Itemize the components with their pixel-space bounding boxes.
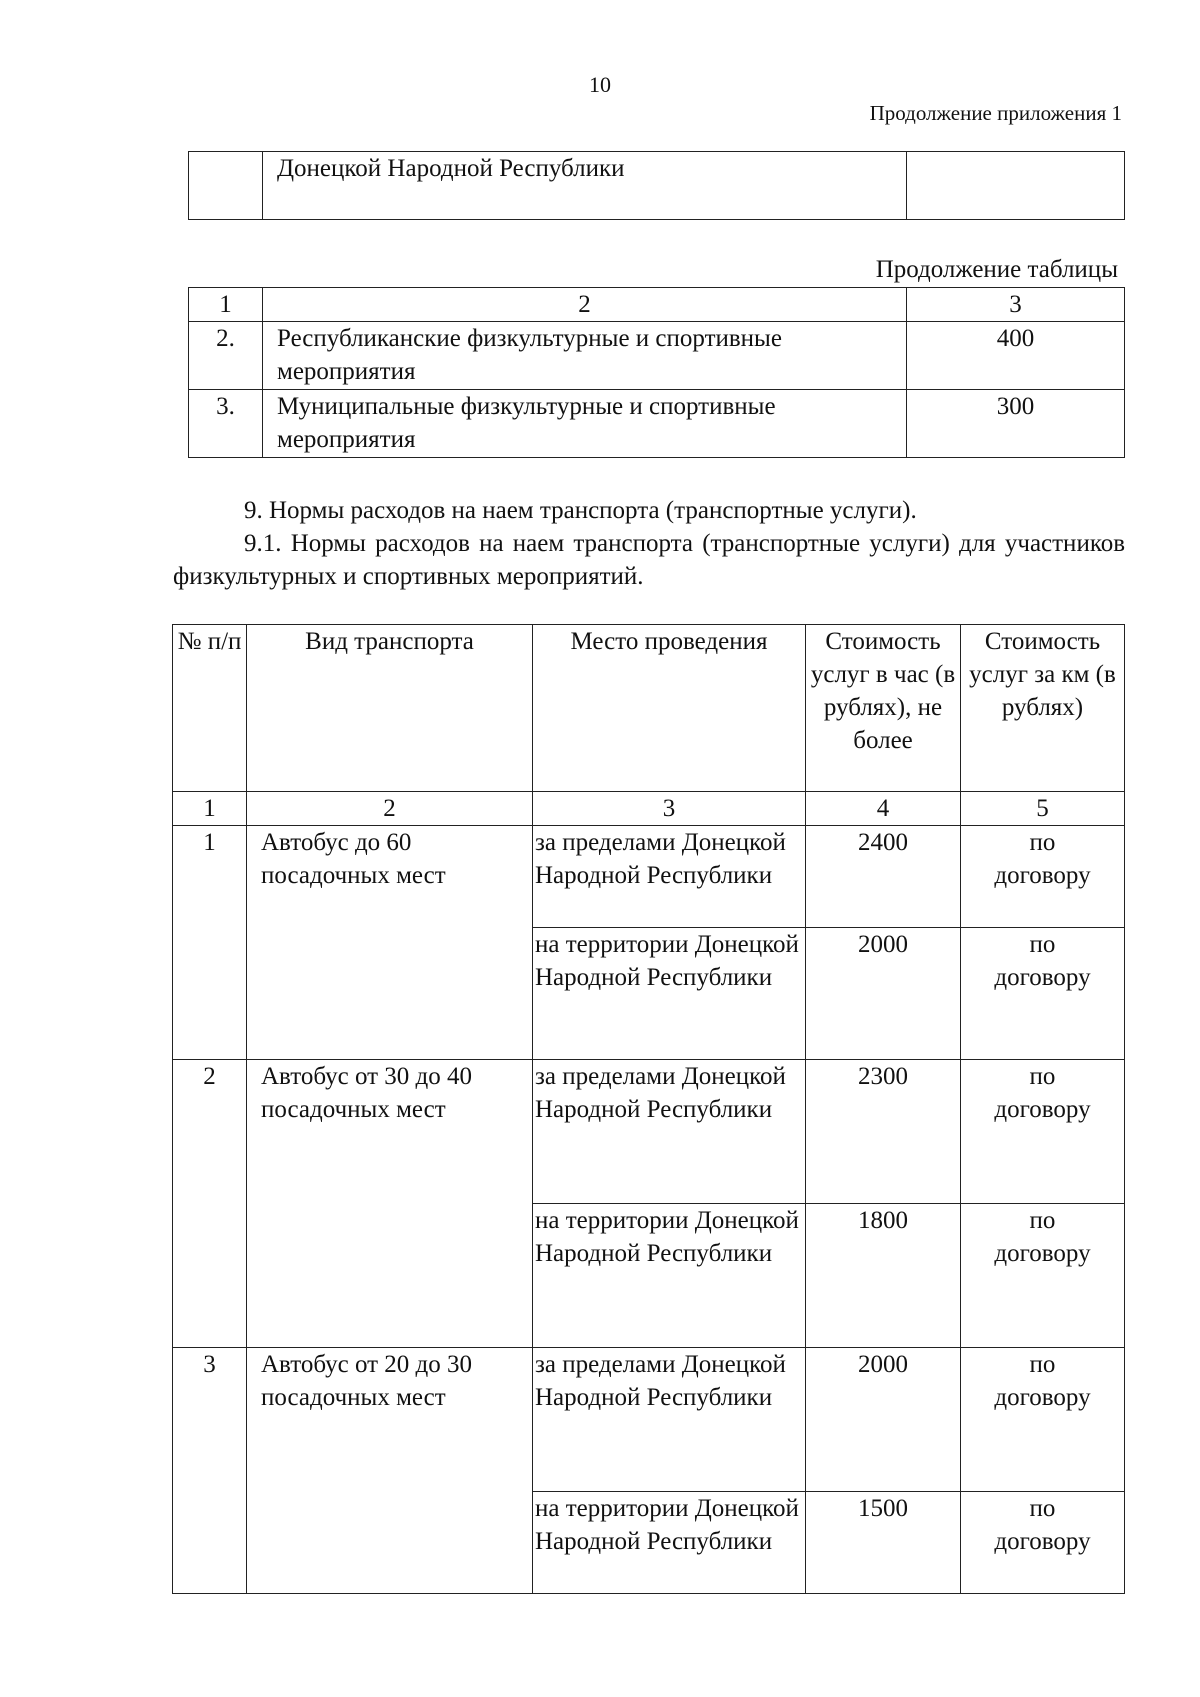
row-number: 2 xyxy=(173,1060,247,1348)
cost-km: по договору xyxy=(961,1492,1125,1594)
row-number: 3 xyxy=(173,1348,247,1594)
cost-hour: 2400 xyxy=(806,826,961,928)
place: за пределами Донецкой Народной Республики xyxy=(533,1060,806,1204)
event-name: Муниципальные физкультурные и спортивные мероприятия xyxy=(263,390,907,458)
table-row xyxy=(173,826,1125,928)
place: на территории Донецкой Народной Республики xyxy=(533,1492,806,1594)
table-cell xyxy=(189,152,263,220)
column-number: 1 xyxy=(189,288,263,322)
vehicle-type: Автобус от 30 до 40 посадочных мест xyxy=(247,1060,533,1348)
header-vehicle: Вид транспорта xyxy=(247,625,533,792)
row-number: 2. xyxy=(189,322,263,390)
column-number: 3 xyxy=(907,288,1125,322)
cost-km: по договору xyxy=(961,928,1125,1060)
column-number: 5 xyxy=(961,792,1125,826)
header-place: Место проведения xyxy=(533,625,806,792)
table-header-row xyxy=(173,625,1125,792)
place: на территории Донецкой Народной Республики xyxy=(533,928,806,1060)
section-subtitle: 9.1. Нормы расходов на наем транспорта (транспортные услуги) для участников физкультурных и спортивных мероприятий. xyxy=(173,530,1125,590)
cost-km: по договору xyxy=(961,1204,1125,1348)
event-value: 400 xyxy=(907,322,1125,390)
event-name: Республиканские физкультурные и спортивные мероприятия xyxy=(263,322,907,390)
cost-hour: 1800 xyxy=(806,1204,961,1348)
cost-hour: 1500 xyxy=(806,1492,961,1594)
column-number: 2 xyxy=(263,288,907,322)
cost-km: по договору xyxy=(961,1348,1125,1492)
vehicle-type: Автобус до 60 посадочных мест xyxy=(247,826,533,1060)
row-number: 3. xyxy=(189,390,263,458)
column-number: 4 xyxy=(806,792,961,826)
table-cell xyxy=(907,152,1125,220)
row-number: 1 xyxy=(173,826,247,1060)
header-cost-hour: Стоимость услуг в час (в рублях), не более xyxy=(806,625,961,792)
table-transport xyxy=(172,624,1125,1594)
page-number: 10 xyxy=(589,72,611,97)
column-number: 2 xyxy=(247,792,533,826)
event-value: 300 xyxy=(907,390,1125,458)
place: за пределами Донецкой Народной Республики xyxy=(533,826,806,928)
cost-hour: 2300 xyxy=(806,1060,961,1204)
table-top xyxy=(188,151,1125,220)
table-cell: Донецкой Народной Республики xyxy=(263,152,907,220)
column-numbers-row xyxy=(173,792,1125,826)
table-events xyxy=(188,287,1125,458)
table-row xyxy=(189,322,1125,390)
column-number: 3 xyxy=(533,792,806,826)
header-cost-km: Стоимость услуг за км (в рублях) xyxy=(961,625,1125,792)
table-row xyxy=(173,1348,1125,1492)
place: за пределами Донецкой Народной Республики xyxy=(533,1348,806,1492)
table-row xyxy=(189,152,1125,220)
appendix-note: Продолжение приложения 1 xyxy=(869,101,1122,125)
cost-km: по договору xyxy=(961,1060,1125,1204)
table-row xyxy=(173,1060,1125,1204)
place: на территории Донецкой Народной Республики xyxy=(533,1204,806,1348)
cost-km: по договору xyxy=(961,826,1125,928)
table-row xyxy=(189,390,1125,458)
table-header-row xyxy=(189,288,1125,322)
section-title: 9. Нормы расходов на наем транспорта (транспортные услуги). xyxy=(244,497,917,524)
cost-hour: 2000 xyxy=(806,928,961,1060)
vehicle-type: Автобус от 20 до 30 посадочных мест xyxy=(247,1348,533,1594)
header-row-number: № п/п xyxy=(173,625,247,792)
cost-hour: 2000 xyxy=(806,1348,961,1492)
column-number: 1 xyxy=(173,792,247,826)
table-continuation-label: Продолжение таблицы xyxy=(875,256,1118,283)
